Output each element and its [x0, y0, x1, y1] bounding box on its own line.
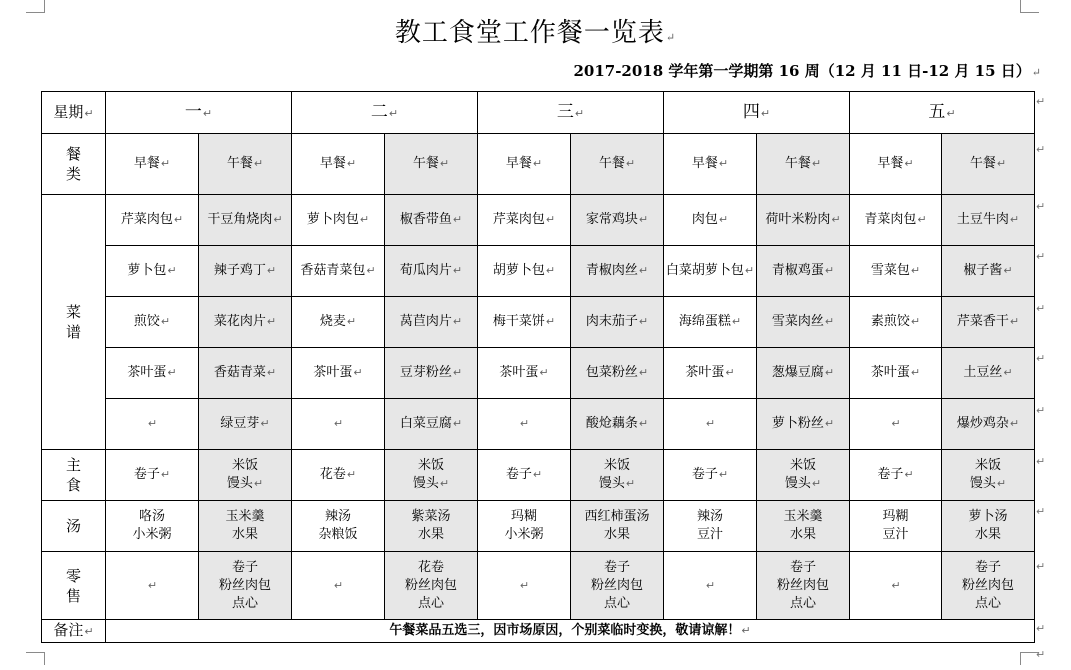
- menu-cell[interactable]: 爆炒鸡杂↵: [942, 399, 1035, 450]
- staple-cell[interactable]: 卷子↵: [106, 450, 199, 501]
- menu-cell[interactable]: 家常鸡块↵: [571, 195, 664, 246]
- breakfast-header[interactable]: 早餐↵: [478, 134, 571, 195]
- soup-row: [42, 501, 1035, 552]
- soup-cell[interactable]: 玉米羹 水果: [757, 501, 850, 552]
- menu-cell[interactable]: 葱爆豆腐↵: [757, 348, 850, 399]
- menu-cell[interactable]: 茶叶蛋↵: [850, 348, 942, 399]
- staple-cell[interactable]: 米饭 馒头↵: [199, 450, 292, 501]
- menu-cell[interactable]: 肉包↵: [664, 195, 757, 246]
- menu-cell[interactable]: 胡萝卜包↵: [478, 246, 571, 297]
- menu-cell[interactable]: 绿豆芽↵: [199, 399, 292, 450]
- day-header-cell[interactable]: 四↵: [664, 92, 850, 134]
- retail-row: [42, 552, 1035, 620]
- retail-cell[interactable]: ↵: [850, 552, 942, 620]
- menu-cell[interactable]: 素煎饺↵: [850, 297, 942, 348]
- soup-cell[interactable]: 玛糊 豆汁: [850, 501, 942, 552]
- menu-cell[interactable]: 茶叶蛋↵: [292, 348, 385, 399]
- page-subtitle: 2017-2018 学年第一学期第 16 周（12 月 11 日-12 月 15 日）↵: [573, 62, 1041, 80]
- menu-cell[interactable]: 烧麦↵: [292, 297, 385, 348]
- menu-cell[interactable]: 青菜肉包↵: [850, 195, 942, 246]
- row-end-mark: ↵: [1036, 143, 1046, 156]
- day-header-cell[interactable]: 五↵: [850, 92, 1035, 134]
- retail-cell[interactable]: ↵: [292, 552, 385, 620]
- retail-cell[interactable]: 卷子 粉丝肉包 点心: [942, 552, 1035, 620]
- lunch-header[interactable]: 午餐↵: [757, 134, 850, 195]
- menu-row: [42, 297, 1035, 348]
- menu-cell[interactable]: 包菜粉丝↵: [571, 348, 664, 399]
- menu-cell[interactable]: 酸炝藕条↵: [571, 399, 664, 450]
- menu-cell[interactable]: 茶叶蛋↵: [478, 348, 571, 399]
- menu-cell[interactable]: 豆芽粉丝↵: [385, 348, 478, 399]
- menu-cell[interactable]: 椒子酱↵: [942, 246, 1035, 297]
- menu-cell[interactable]: 香菇青菜包↵: [292, 246, 385, 297]
- menu-cell[interactable]: 茶叶蛋↵: [664, 348, 757, 399]
- lunch-header[interactable]: 午餐↵: [571, 134, 664, 195]
- menu-cell[interactable]: 雪菜肉丝↵: [757, 297, 850, 348]
- menu-cell[interactable]: 土豆牛肉↵: [942, 195, 1035, 246]
- retail-cell[interactable]: 花卷 粉丝肉包 点心: [385, 552, 478, 620]
- staple-label[interactable]: 主 食: [42, 450, 106, 501]
- menu-label[interactable]: 菜 谱: [42, 195, 106, 450]
- soup-cell[interactable]: 咯汤 小米粥: [106, 501, 199, 552]
- staple-row: [42, 450, 1035, 501]
- soup-label[interactable]: 汤: [42, 501, 106, 552]
- soup-cell[interactable]: 玉米羹 水果: [199, 501, 292, 552]
- menu-cell[interactable]: 茶叶蛋↵: [106, 348, 199, 399]
- menu-row: [42, 246, 1035, 297]
- soup-cell[interactable]: 玛糊 小米粥: [478, 501, 571, 552]
- row-end-mark: ↵: [1036, 622, 1046, 635]
- menu-cell[interactable]: 土豆丝↵: [942, 348, 1035, 399]
- menu-row: [42, 399, 1035, 450]
- menu-cell[interactable]: 椒香带鱼↵: [385, 195, 478, 246]
- menu-cell[interactable]: 雪菜包↵: [850, 246, 942, 297]
- retail-cell[interactable]: ↵: [478, 552, 571, 620]
- menu-cell[interactable]: 菜花肉片↵: [199, 297, 292, 348]
- menu-cell[interactable]: 芹菜香干↵: [942, 297, 1035, 348]
- menu-cell[interactable]: ↵: [106, 399, 199, 450]
- staple-cell[interactable]: 卷子↵: [478, 450, 571, 501]
- crop-mark-bottom-left: [26, 652, 45, 665]
- retail-cell[interactable]: ↵: [664, 552, 757, 620]
- row-end-mark: ↵: [1036, 200, 1046, 213]
- menu-cell[interactable]: 芹菜肉包↵: [106, 195, 199, 246]
- row-end-mark: ↵: [1036, 648, 1046, 661]
- menu-cell[interactable]: 荷叶米粉肉↵: [757, 195, 850, 246]
- note-row: [42, 620, 1035, 643]
- meal-type-row: [42, 134, 1035, 195]
- menu-cell[interactable]: 萝卜肉包↵: [292, 195, 385, 246]
- soup-cell[interactable]: 萝卜汤 水果: [942, 501, 1035, 552]
- menu-cell[interactable]: 白菜胡萝卜包↵: [664, 246, 757, 297]
- note-label[interactable]: 备注↵: [42, 620, 106, 643]
- menu-cell[interactable]: 香菇青菜↵: [199, 348, 292, 399]
- menu-cell[interactable]: 青椒肉丝↵: [571, 246, 664, 297]
- weekday-header-row: [42, 92, 1035, 134]
- menu-cell[interactable]: ↵: [664, 399, 757, 450]
- soup-cell[interactable]: 紫菜汤 水果: [385, 501, 478, 552]
- menu-table: [41, 91, 1035, 643]
- staple-cell[interactable]: 花卷↵: [292, 450, 385, 501]
- note-text[interactable]: 午餐菜品五选三，因市场原因，个别菜临时变换，敬请谅解！↵: [106, 620, 1035, 643]
- staple-cell[interactable]: 卷子↵: [850, 450, 942, 501]
- menu-cell[interactable]: 萝卜粉丝↵: [757, 399, 850, 450]
- retail-cell[interactable]: 卷子 粉丝肉包 点心: [757, 552, 850, 620]
- row-end-mark: ↵: [1036, 302, 1046, 315]
- row-end-mark: ↵: [1036, 560, 1046, 573]
- meal-type-label[interactable]: 餐 类: [42, 134, 106, 195]
- menu-cell[interactable]: 辣子鸡丁↵: [199, 246, 292, 297]
- row-end-mark: ↵: [1036, 505, 1046, 518]
- menu-cell[interactable]: 萝卜包↵: [106, 246, 199, 297]
- menu-cell[interactable]: ↵: [850, 399, 942, 450]
- row-end-mark: ↵: [1036, 352, 1046, 365]
- soup-cell[interactable]: 辣汤 豆汁: [664, 501, 757, 552]
- day-header-cell[interactable]: 二↵: [292, 92, 478, 134]
- menu-cell[interactable]: 白菜豆腐↵: [385, 399, 478, 450]
- menu-cell[interactable]: 煎饺↵: [106, 297, 199, 348]
- page-title: 教工食堂工作餐一览表↵: [394, 18, 677, 48]
- staple-cell[interactable]: 米饭 馒头↵: [942, 450, 1035, 501]
- breakfast-header[interactable]: 早餐↵: [664, 134, 757, 195]
- menu-cell[interactable]: 干豆角烧肉↵: [199, 195, 292, 246]
- retail-label[interactable]: 零 售: [42, 552, 106, 620]
- week-label-cell[interactable]: 星期↵: [42, 92, 106, 134]
- menu-cell[interactable]: 荀瓜肉片↵: [385, 246, 478, 297]
- retail-cell[interactable]: 卷子 粉丝肉包 点心: [199, 552, 292, 620]
- menu-cell[interactable]: ↵: [292, 399, 385, 450]
- day-header-cell[interactable]: 一↵: [106, 92, 292, 134]
- menu-cell[interactable]: 梅干菜饼↵: [478, 297, 571, 348]
- row-end-mark: ↵: [1036, 455, 1046, 468]
- day-header-cell[interactable]: 三↵: [478, 92, 664, 134]
- menu-cell[interactable]: 青椒鸡蛋↵: [757, 246, 850, 297]
- menu-cell[interactable]: ↵: [478, 399, 571, 450]
- staple-cell[interactable]: 卷子↵: [664, 450, 757, 501]
- row-end-mark: ↵: [1036, 250, 1046, 263]
- menu-cell[interactable]: 芹菜肉包↵: [478, 195, 571, 246]
- menu-cell[interactable]: 莴苣肉片↵: [385, 297, 478, 348]
- staple-cell[interactable]: 米饭 馒头↵: [571, 450, 664, 501]
- row-end-mark: ↵: [1036, 95, 1046, 108]
- menu-cell[interactable]: 海绵蛋糕↵: [664, 297, 757, 348]
- menu-cell[interactable]: 肉末茄子↵: [571, 297, 664, 348]
- lunch-header[interactable]: 午餐↵: [942, 134, 1035, 195]
- retail-cell[interactable]: 卷子 粉丝肉包 点心: [571, 552, 664, 620]
- breakfast-header[interactable]: 早餐↵: [850, 134, 942, 195]
- menu-row: [42, 348, 1035, 399]
- retail-cell[interactable]: ↵: [106, 552, 199, 620]
- staple-cell[interactable]: 米饭 馒头↵: [757, 450, 850, 501]
- row-end-mark: ↵: [1036, 404, 1046, 417]
- staple-cell[interactable]: 米饭 馒头↵: [385, 450, 478, 501]
- soup-cell[interactable]: 辣汤 杂粮饭: [292, 501, 385, 552]
- menu-row: [42, 195, 1035, 246]
- lunch-header[interactable]: 午餐↵: [385, 134, 478, 195]
- soup-cell[interactable]: 西红柿蛋汤 水果: [571, 501, 664, 552]
- breakfast-header[interactable]: 早餐↵: [292, 134, 385, 195]
- breakfast-header[interactable]: 早餐↵: [106, 134, 199, 195]
- lunch-header[interactable]: 午餐↵: [199, 134, 292, 195]
